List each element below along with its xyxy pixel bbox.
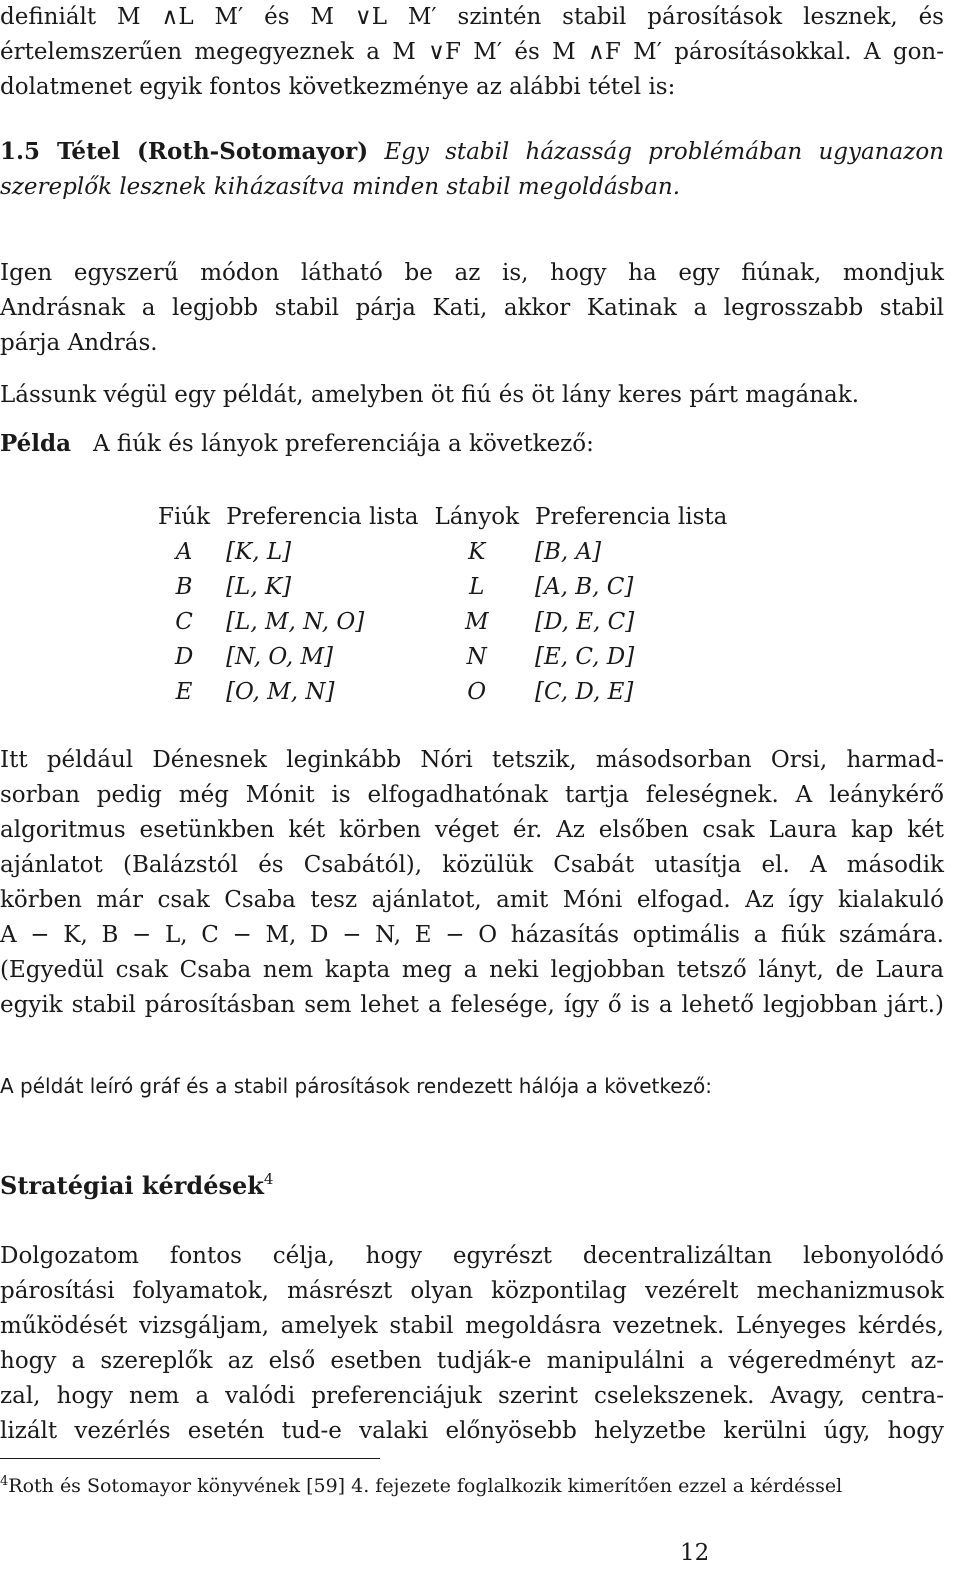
- footnote-rule: [0, 1458, 380, 1459]
- para4-line-5: zal, hogy nem a valódi preferenciájuk szerint cselekszenek. Avagy, centra-: [0, 1383, 944, 1409]
- table-cell: [E, C, D]: [535, 644, 635, 670]
- section-title: Stratégiai kérdések: [0, 1171, 264, 1200]
- table-cell: [C, D, E]: [535, 679, 634, 705]
- theorem-line-1: [0, 134, 944, 170]
- paragraph-3: [0, 743, 944, 1023]
- table-row: [150, 570, 735, 605]
- graph-caption: A példát leíró gráf és a stabil párosítások rendezett hálója a következő:: [0, 1074, 712, 1098]
- theorem-text-2: szereplők lesznek kiházasítva minden stabil megoldásban.: [0, 174, 681, 200]
- table-row: [150, 535, 735, 570]
- section-footnote-mark: 4: [263, 1170, 274, 1188]
- table-cell: [K, L]: [226, 539, 292, 565]
- intro-line-2: értelemszerűen megegyeznek a M ∨F M′ és M ∧F M′ párosításokkal. A gon-: [0, 39, 944, 65]
- footnote: [0, 1468, 944, 1500]
- table-cell: B: [175, 574, 193, 600]
- para3-line-5: körben már csak Csaba tesz ajánlatot, amit Móni elfogad. Az így kialakuló: [0, 887, 944, 913]
- para1-line-1: Igen egyszerű módon látható be az is, hogy ha egy fiúnak, mondjuk: [0, 260, 944, 286]
- table-cell: D: [174, 644, 194, 670]
- paragraph-1: [0, 256, 944, 361]
- example-line: [0, 426, 944, 462]
- table-cell: [L, K]: [226, 574, 292, 600]
- table-header: Preferencia lista: [226, 504, 419, 530]
- theorem-block: [0, 134, 944, 205]
- table-cell: O: [467, 679, 487, 705]
- footnote-text: Roth és Sotomayor könyvének [59] 4. fejezete foglalkozik kimerítően ezzel a kérdéssel: [8, 1475, 843, 1497]
- para3-line-4: ajánlatot (Balázstól és Csabától), közülük Csabát utasítja el. A második: [0, 852, 944, 878]
- table-cell: [D, E, C]: [535, 609, 635, 635]
- para1-line-3: párja András.: [0, 330, 158, 356]
- table-header: Preferencia lista: [535, 504, 728, 530]
- para3-line-8: egyik stabil párosításban sem lehet a felesége, így ő is a lehető legjobban járt.): [0, 992, 944, 1018]
- footnote-mark: 4: [0, 1474, 9, 1489]
- example-text: A fiúk és lányok preferenciája a következő:: [92, 431, 594, 457]
- table-cell: [N, O, M]: [226, 644, 333, 670]
- table-row: [150, 640, 735, 675]
- para4-line-2: párosítási folyamatok, másrészt olyan központilag vezérelt mechanizmusok: [0, 1278, 944, 1304]
- para1-line-2: Andrásnak a legjobb stabil párja Kati, akkor Katinak a legrosszabb stabil: [0, 295, 944, 321]
- para4-line-3: működését vizsgáljam, amelyek stabil megoldásra vezetnek. Lényeges kérdés,: [0, 1313, 944, 1339]
- intro-line-1: definiált M ∧L M′ és M ∨L M′ szintén stabil párosítások lesznek, és: [0, 4, 944, 30]
- page-number: 12: [680, 1540, 710, 1566]
- table-cell: E: [175, 679, 193, 705]
- table-cell: A: [175, 539, 193, 565]
- table-cell: N: [466, 644, 487, 670]
- para4-line-6: lizált vezérlés esetén tud-e valaki előnyösebb helyzetbe kerülni úgy, hogy: [0, 1418, 944, 1444]
- intro-paragraph: [0, 0, 944, 105]
- table-cell: [B, A]: [535, 539, 602, 565]
- table-row: [150, 675, 735, 710]
- table-cell: L: [469, 574, 485, 600]
- paragraph-4: [0, 1239, 944, 1449]
- table-header: Lányok: [434, 504, 520, 530]
- para3-line-7: (Egyedül csak Csaba nem kapta meg a neki legjobban tetsző lányt, de Laura: [0, 957, 944, 983]
- table-row: [150, 605, 735, 640]
- table-cell: [O, M, N]: [226, 679, 335, 705]
- example-label: Példa: [0, 430, 72, 457]
- para2-line: Lássunk végül egy példát, amelyben öt fiú és öt lány keres párt magának.: [0, 382, 860, 408]
- para3-line-6: A − K, B − L, C − M, D − N, E − O házasítás optimális a fiúk számára.: [0, 922, 944, 948]
- table-cell: M: [464, 609, 489, 635]
- table-cell: C: [175, 609, 193, 635]
- paragraph-2: [0, 378, 944, 413]
- table-cell: [L, M, N, O]: [226, 609, 365, 635]
- table-header-row: [150, 500, 735, 535]
- preference-table: [150, 500, 735, 710]
- theorem-text-1: Egy stabil házasság problémában ugyanazon: [384, 139, 944, 165]
- table-header: Fiúk: [158, 504, 211, 530]
- section-heading: [0, 1170, 273, 1200]
- para3-line-3: algoritmus esetünkben két körben véget ér. Az elsőben csak Laura kap két: [0, 817, 944, 843]
- para3-line-2: sorban pedig még Mónit is elfogadhatónak tartja feleségnek. A leánykérő: [0, 782, 944, 808]
- para4-line-1: Dolgozatom fontos célja, hogy egyrészt decentralizáltan lebonyolódó: [0, 1243, 944, 1269]
- intro-line-3: dolatmenet egyik fontos következménye az alábbi tétel is:: [0, 74, 676, 100]
- para4-line-4: hogy a szereplők az első esetben tudják-e manipulálni a végeredményt az-: [0, 1348, 944, 1374]
- example-block: [0, 426, 944, 462]
- table-cell: [A, B, C]: [535, 574, 634, 600]
- table-cell: K: [468, 539, 486, 565]
- theorem-label: 1.5 Tétel (Roth-Sotomayor): [0, 138, 369, 165]
- para3-line-1: Itt például Dénesnek leginkább Nóri tetszik, másodsorban Orsi, harmad-: [0, 747, 944, 773]
